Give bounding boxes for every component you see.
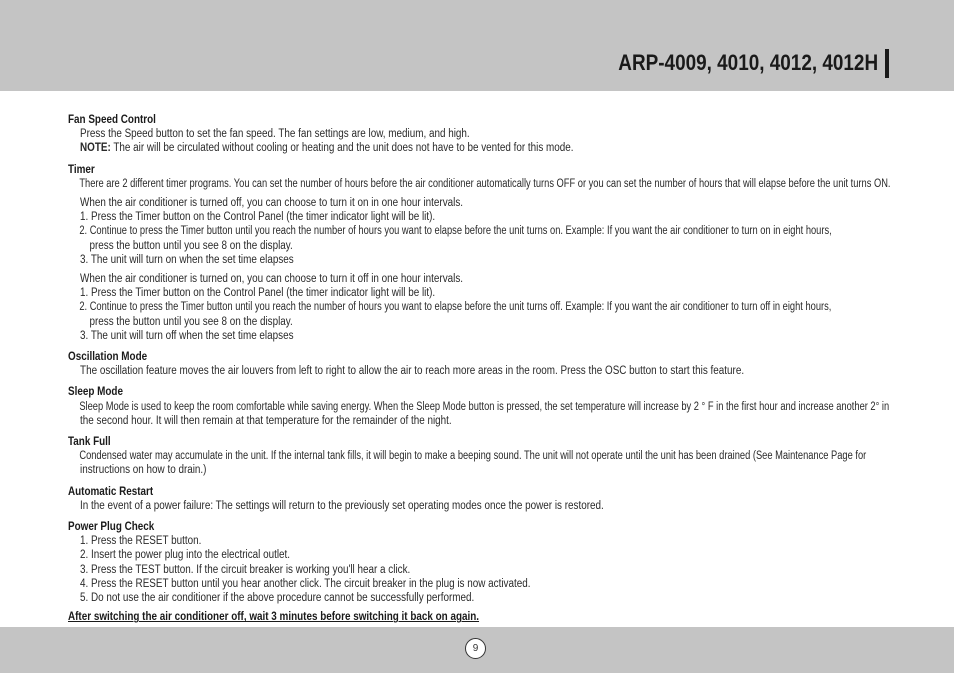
note-label: NOTE: — [80, 142, 111, 155]
title-divider — [885, 49, 889, 78]
paragraph: Sleep Mode is used to keep the room comfortable while saving energy. When the Sleep Mode button is pressed, the set temperature will increase by 2 ° F in the first hour and increase another 2° in — [79, 400, 890, 413]
paragraph: Press the Speed button to set the fan speed. The fan settings are low, medium, and high. — [80, 128, 470, 141]
section-heading: Timer — [68, 163, 95, 176]
list-item-continuation: press the button until you see 8 on the display. — [89, 239, 293, 252]
warning-note: After switching the air conditioner off, wait 3 minutes before switching it back on again. — [68, 611, 480, 624]
note — [68, 141, 782, 155]
section-timer — [68, 163, 898, 343]
paragraph: The oscillation feature moves the air louvers from left to right to allow the air to reach more areas in the room. Press the OSC button to start this feature. — [80, 365, 745, 378]
section-heading: Fan Speed Control — [68, 114, 156, 126]
section-tank-full — [68, 435, 898, 478]
note-text: The air will be circulated without cooling or heating and the unit does not have to be vented for this mode. — [110, 142, 574, 155]
list-item: 2. Continue to press the Timer button until you reach the number of hours you want to elapse before the unit turns on. Example: If you want the air conditioner to turn on in eight hours, — [79, 225, 832, 238]
section-fan-speed — [68, 113, 898, 156]
section-heading: Power Plug Check — [68, 521, 155, 534]
section-automatic-restart — [68, 485, 898, 513]
section-heading: Automatic Restart — [68, 485, 154, 498]
list-item: 1. Press the RESET button. — [80, 535, 202, 548]
paragraph: When the air conditioner is turned off, you can choose to turn it on in one hour intervals. — [80, 197, 464, 210]
list-item: 1. Press the Timer button on the Control Panel (the timer indicator light will be lit). — [80, 211, 436, 224]
section-sleep-mode — [68, 385, 898, 428]
paragraph: instructions on how to drain.) — [80, 464, 207, 477]
section-heading: Sleep Mode — [68, 386, 123, 399]
section-oscillation — [68, 350, 898, 378]
list-item: 3. Press the TEST button. If the circuit breaker is working you'll hear a click. — [80, 563, 411, 576]
section-heading: Tank Full — [68, 436, 111, 449]
list-item: 1. Press the Timer button on the Control Panel (the timer indicator light will be lit). — [80, 287, 436, 300]
list-item: 4. Press the RESET button until you hear another click. The circuit breaker in the plug is now activated. — [80, 577, 531, 590]
page-title: ARP-4009, 4010, 4012, 4012H — [618, 50, 878, 75]
list-item-continuation: press the button until you see 8 on the display. — [89, 315, 293, 328]
list-item: 2. Continue to press the Timer button until you reach the number of hours you want to elapse before the unit turns off. Example: If you want the air conditioner to turn off in eight hours, — [79, 301, 832, 314]
section-power-plug-check — [68, 520, 898, 605]
section-heading: Oscillation Mode — [68, 351, 148, 364]
paragraph: Condensed water may accumulate in the unit. If the internal tank fills, it will begin to make a beeping sound. The unit will not operate until the unit has been drained (See Maintenance Page for — [79, 450, 867, 463]
paragraph: There are 2 different timer programs. You can set the number of hours before the air conditioner automatically turns OFF or you can set the number of hours that will elapse before the unit turns ON. — [79, 177, 891, 190]
list-item: 2. Insert the power plug into the electrical outlet. — [80, 549, 291, 562]
paragraph: When the air conditioner is turned on, you can choose to turn it off in one hour intervals. — [80, 273, 464, 286]
manual-content — [68, 113, 898, 625]
list-item: 3. The unit will turn on when the set time elapses — [80, 253, 294, 266]
paragraph: In the event of a power failure: The settings will return to the previously set operating modes once the power is restored. — [80, 499, 604, 512]
list-item: 3. The unit will turn off when the set time elapses — [80, 329, 294, 342]
page-number: 9 — [465, 638, 486, 659]
list-item: 5. Do not use the air conditioner if the above procedure cannot be successfully performed. — [80, 592, 475, 605]
paragraph: the second hour. It will then remain at that temperature for the remainder of the night. — [80, 414, 452, 427]
header-band — [0, 0, 954, 91]
